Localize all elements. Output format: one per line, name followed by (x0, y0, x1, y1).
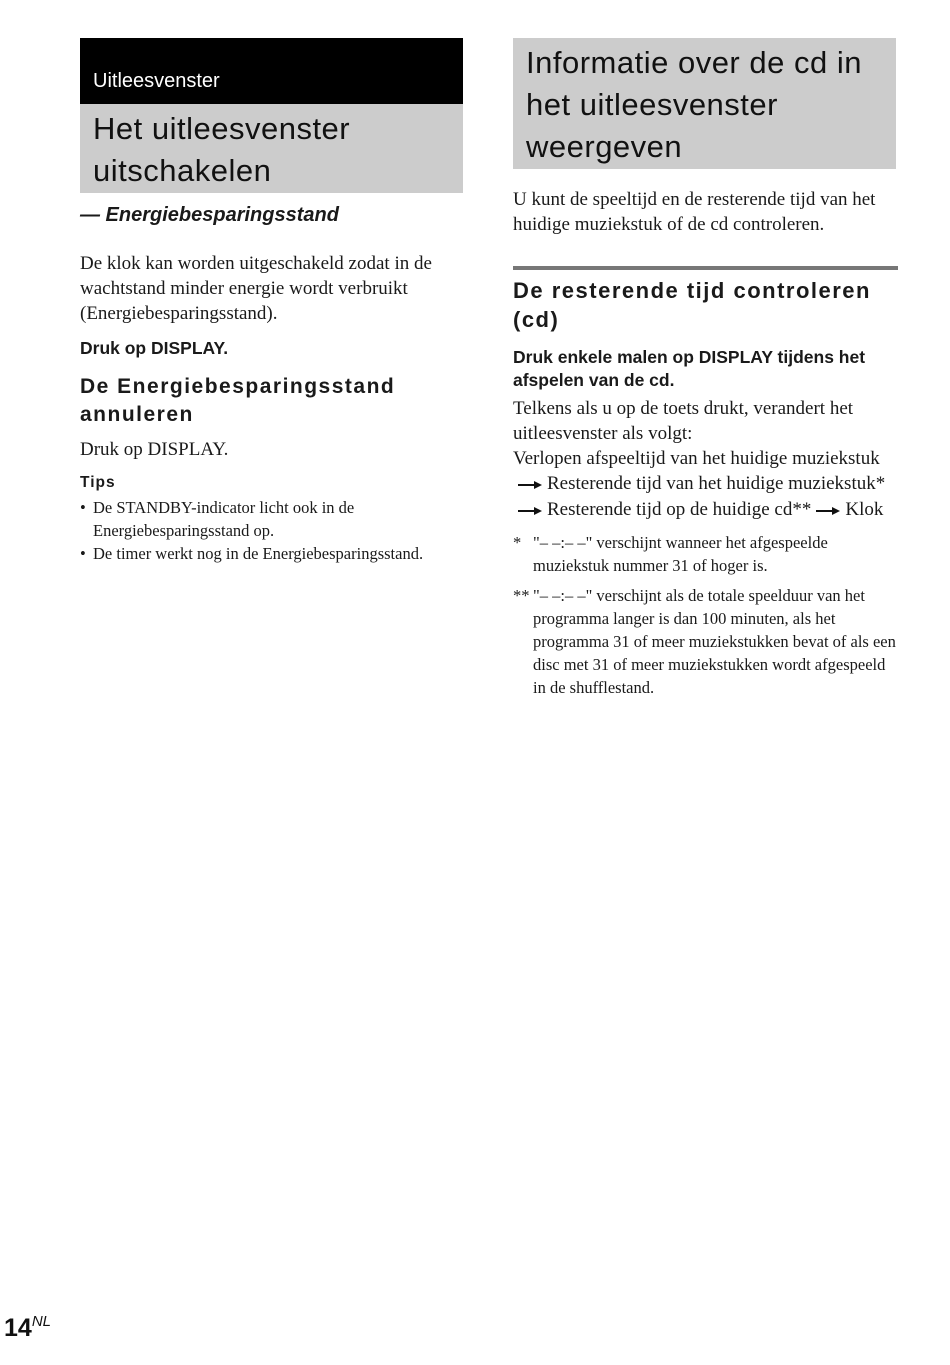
cycle-item: Klok (845, 499, 884, 521)
section-title-line: het uitleesvenster (526, 87, 778, 122)
remaining-time-heading: De resterende tijd controleren (cd) (513, 278, 871, 332)
right-column (513, 38, 896, 699)
footnote-mark: * (513, 533, 522, 553)
footnote-text: "– –:– –" verschijnt als de totale speelduur van het programma langer is dan 100 minuten, als het programma 31 of meer muziekstukken bevat of als een disc met 31 of meer muziekstukken wordt afgespeeld in de shufflestand. (533, 586, 896, 698)
list-item (80, 496, 463, 542)
section-title (513, 38, 896, 169)
footnote (513, 531, 896, 577)
footnote-text: "– –:– –" verschijnt wanneer het afgespeelde muziekstuk nummer 31 of hoger is. (533, 533, 828, 576)
cycle-item: Resterende tijd op de huidige cd** (547, 499, 812, 521)
bullet-icon: • (80, 544, 86, 563)
tips-list (80, 496, 463, 565)
page-title-line: uitschakelen (93, 153, 272, 188)
arrow-right-icon (517, 472, 543, 497)
cancel-heading: De Energiebesparingsstand annuleren (80, 375, 396, 426)
intro-paragraph: De klok kan worden uitgeschakeld zodat in de wachtstand minder energie wordt verbruikt (Energiebesparingsstand). (80, 253, 432, 324)
page-title-line: Het uitleesvenster (93, 111, 351, 146)
list-item (80, 542, 463, 565)
tip-text: De STANDBY-indicator licht ook in de Energiebesparingsstand op. (93, 498, 355, 540)
section-divider (513, 266, 898, 270)
footnote (513, 584, 896, 699)
intro-paragraph: U kunt de speeltijd en de resterende tijd van het huidige muziekstuk of de cd controleren. (513, 189, 876, 235)
bullet-icon: • (80, 498, 86, 517)
body-paragraph: Telkens als u op de toets drukt, verandert het uitleesvenster als volgt: (513, 398, 854, 444)
section-title-line: Informatie over de cd in (526, 45, 862, 80)
page-number (4, 1313, 51, 1343)
step-instruction: Druk op DISPLAY. (80, 338, 229, 358)
page-language-suffix: NL (31, 1313, 51, 1330)
arrow-right-icon (517, 498, 543, 523)
display-cycle (513, 446, 896, 523)
cycle-item: Resterende tijd van het huidige muziekstuk* (547, 473, 886, 494)
footnote-mark: ** (513, 586, 530, 606)
section-label: Uitleesvenster (80, 38, 463, 104)
cancel-text: Druk op DISPLAY. (80, 439, 229, 460)
left-column (80, 38, 463, 565)
arrow-right-icon (815, 498, 841, 523)
page-title (80, 104, 463, 193)
section-title-line: weergeven (526, 129, 683, 164)
page-subtitle: — Energiebesparingsstand (80, 204, 339, 226)
tips-label: Tips (80, 474, 116, 491)
step-instruction: Druk enkele malen op DISPLAY tijdens het afspelen van de cd. (513, 347, 866, 390)
page-number-value: 14 (4, 1314, 32, 1342)
cycle-item: Verlopen afspeeltijd van het huidige muziekstuk (513, 448, 880, 469)
tip-text: De timer werkt nog in de Energiebesparingsstand. (93, 544, 424, 563)
